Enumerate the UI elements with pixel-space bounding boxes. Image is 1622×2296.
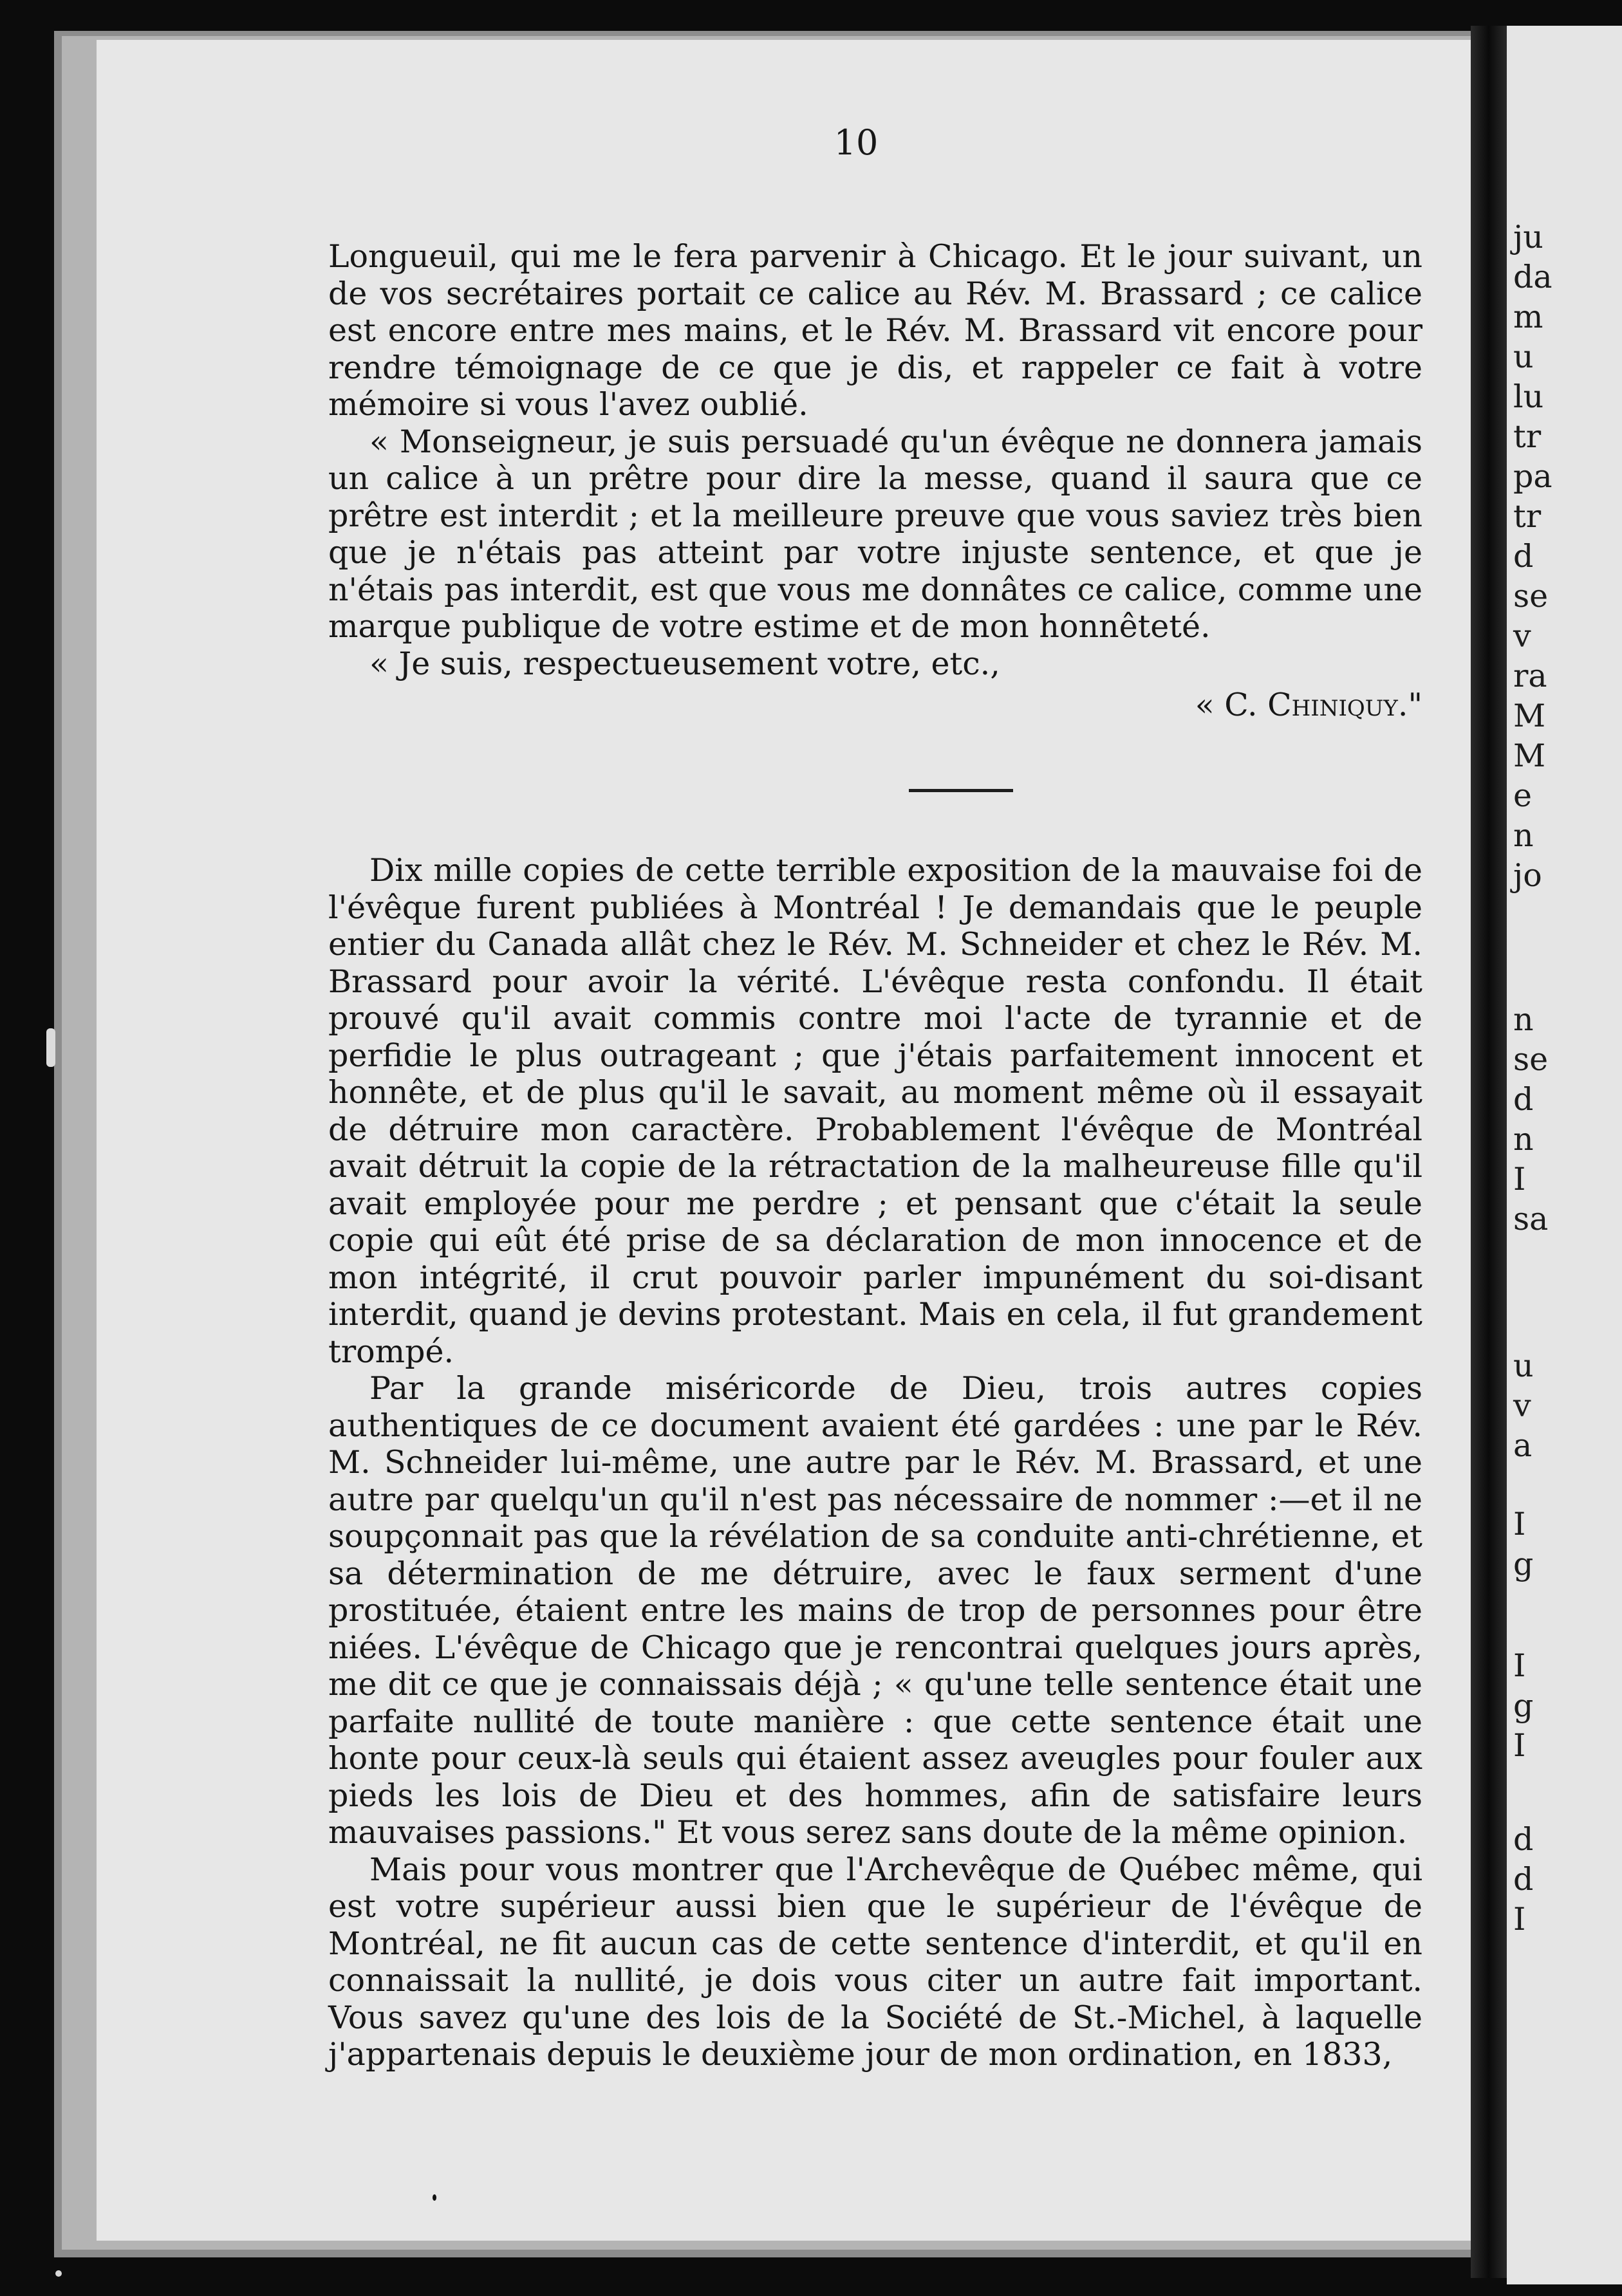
body-paragraph: Dix mille copies de cette terrible exposition de la mauvaise foi de l'évêque furent publiées à Montréal ! Je demandais que le peuple entier du Canada allât chez le Rév. M. Schneider et chez le Rév. M. Brassard pour avoir la vérité. L'évêque resta confondu. Il était prouvé qu'il avait commis contre moi l'acte de tyrannie et de perfidie le plus outrageant ; que j'étais parfaitement innocent et honnête, et de plus qu'il le savait, au moment même où il essayait de détruire mon caractère. Probablement l'évêque de Montréal avait détruit la copie de la rétractation de la malheureuse fille qu'il avait employée pour me perdre ; et pensant que c'était la seule copie qui eût été prise de sa déclaration de mon innocence et de mon intégrité, il crut pouvoir parler impunément du soi-disant interdit, quand je devins protestant. Mais en cela, il fut grandement trompé. — [328, 852, 1422, 1370]
right-page-fragment: v — [1513, 1387, 1531, 1424]
right-page-fragment: g — [1513, 1687, 1534, 1724]
right-page-fragment: n — [1513, 817, 1534, 854]
left-page — [97, 40, 1471, 2241]
right-page-fragment: u — [1513, 338, 1534, 375]
right-page-fragment: tr — [1513, 498, 1542, 535]
book-gutter — [1471, 26, 1507, 2278]
section-divider — [909, 789, 1013, 792]
body-paragraph: Par la grande miséricorde de Dieu, trois autres copies authentiques de ce document avaient été gardées : une par le Rév. M. Schneider lui-même, une autre par le Rév. M. Brassard, et une autre par quelqu'un qu'il n'est pas nécessaire de nommer :—et il ne soupçonnait pas que la révélation de sa conduite anti-chrétienne, et sa détermination de me détruire, avec le faux serment d'une prostituée, étaient entre les mains de trop de personnes pour être niées. L'évêque de Chicago que je rencontrai quelques jours après, me dit ce que je connaissais déjà ; « qu'une telle sentence était une parfaite nullité de toute manière : que cette sentence était une honte pour ceux-là seuls qui étaient assez aveugles pour fouler aux pieds les lois de Dieu et des hommes, afin de satisfaire leurs mauvaises passions." Et vous serez sans doute de la même opinion. — [328, 1370, 1422, 1851]
right-page-fragment: lu — [1513, 378, 1544, 415]
right-page-fragment: ju — [1513, 219, 1543, 255]
letter-closing: « Je suis, respectueusement votre, etc., — [369, 645, 1000, 682]
page-number: 10 — [834, 122, 879, 163]
right-page-fragment: a — [1513, 1427, 1533, 1464]
right-page-fragment: I — [1513, 1506, 1526, 1542]
scan-artifact — [46, 1028, 55, 1067]
letter-block — [328, 238, 1422, 682]
right-page-fragment: pa — [1513, 458, 1552, 495]
right-page-fragment: se — [1513, 1041, 1549, 1078]
right-page-fragment: M — [1513, 698, 1546, 734]
right-page-fragment: I — [1513, 1727, 1526, 1764]
right-page-fragment: I — [1513, 1161, 1526, 1198]
right-page-fragment: jo — [1513, 857, 1542, 894]
letter-paragraph: Longueuil, qui me le fera parvenir à Chicago. Et le jour suivant, un de vos secrétaires portait ce calice au Rév. M. Brassard ; ce calice est encore entre mes mains, et le Rév. M. Brassard vit encore pour rendre témoignage de ce que je dis, et rappeler ce fait à votre mémoire si vous l'avez oublié. — [328, 238, 1422, 423]
right-page-fragment: M — [1513, 737, 1546, 774]
right-page-fragment: d — [1513, 1861, 1534, 1898]
right-page-fragment: I — [1513, 1647, 1526, 1684]
right-page-fragment: u — [1513, 1347, 1534, 1384]
right-page-fragment: se — [1513, 578, 1549, 615]
scan-artifact — [55, 2270, 62, 2277]
right-page-edge — [1507, 26, 1622, 2284]
right-page-fragment: v — [1513, 618, 1531, 654]
right-page-fragment: ra — [1513, 658, 1547, 694]
body-paragraph: Mais pour vous montrer que l'Archevêque de Québec même, qui est votre supérieur aussi bien que le supérieur de l'évêque de Montréal, ne fit aucun cas de cette sentence d'interdit, et qu'il en connaissait la nullité, je dois vous citer un autre fait important. Vous savez qu'une des lois de la Société de St.-Michel, à laquelle j'appartenais depuis le deuxième jour de mon ordination, en 1833, — [328, 1851, 1422, 2073]
right-page-fragment: e — [1513, 777, 1532, 814]
right-page-fragment: I — [1513, 1901, 1526, 1938]
signature: « C. Chiniquy." — [1195, 687, 1422, 723]
right-page-fragment: g — [1513, 1546, 1534, 1582]
right-page-fragment: m — [1513, 299, 1543, 335]
right-page-fragment: n — [1513, 1121, 1534, 1158]
letter-paragraph: « Monseigneur, je suis persuadé qu'un évêque ne donnera jamais un calice à un prêtre pour dire la messe, quand il saura que ce prêtre est interdit ; et la meilleure preuve que vous saviez très bien que je n'étais pas atteint par votre injuste sentence, et que je n'étais pas interdit, est que vous me donnâtes ce calice, comme une marque publique de votre estime et de mon honnêteté. — [328, 423, 1422, 645]
scan-artifact — [433, 2194, 436, 2201]
body-block — [328, 852, 1422, 2073]
right-page-fragment: n — [1513, 1001, 1534, 1038]
right-page-fragment: d — [1513, 538, 1534, 575]
right-page-fragment: da — [1513, 259, 1552, 295]
right-page-fragment: d — [1513, 1081, 1534, 1118]
right-page-fragment: d — [1513, 1821, 1534, 1858]
right-page-fragment: tr — [1513, 418, 1542, 455]
right-page-fragment: sa — [1513, 1201, 1549, 1237]
